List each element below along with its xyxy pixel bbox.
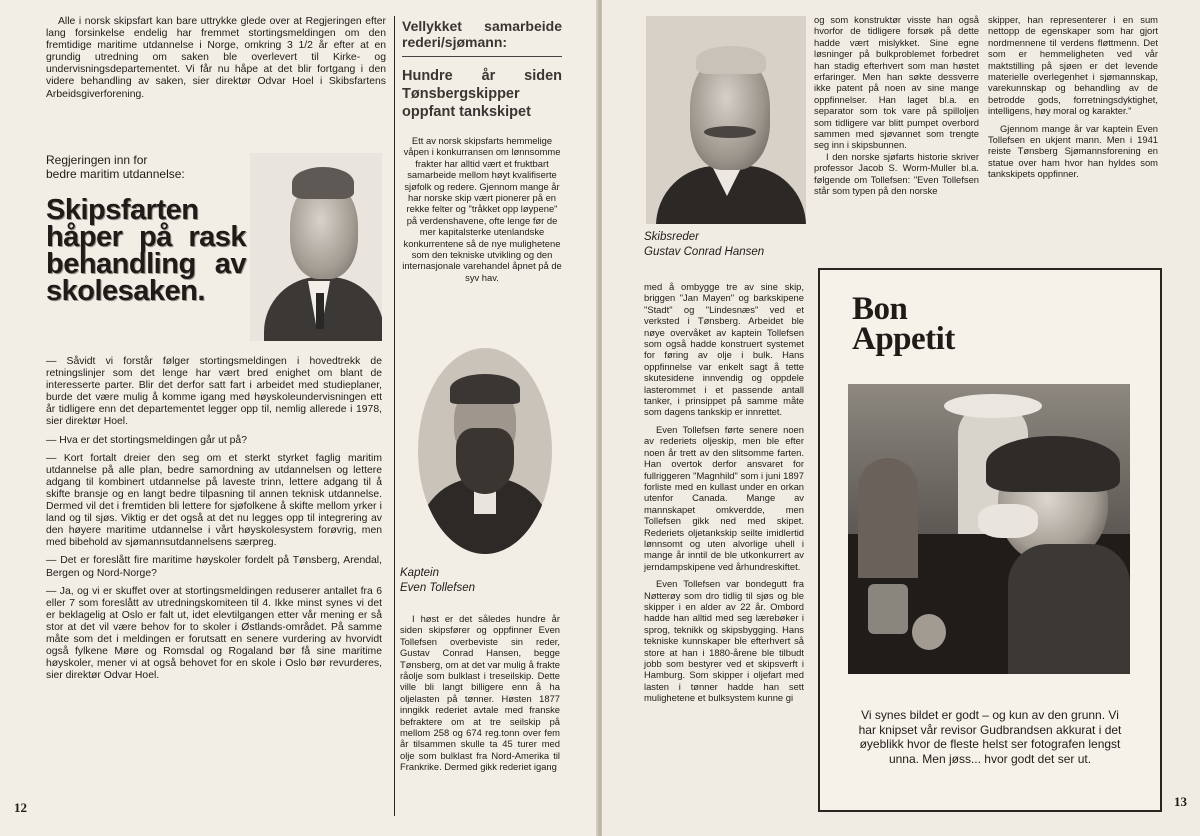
caption-tollefsen-line-1: Kaptein xyxy=(400,567,440,579)
right-top-text: og som konstruktør visste han også hvorfor de tidligere forsøk på dette hadde vært mislykket. Sine egne løsninger på bulkproblemet forbedret han stadig efterhvert som man høstet erfaringer. Men han søkte dessverre ikke patent på noen av sine mange oppfinnelser. Han laget bl.a. en separator som tok vare på spilloljen som tidligere var blitt pumpet overbord sammen med sjøvannet som trengte seg inn i skipsbunnen. xyxy=(814,14,979,151)
right-body-text-2: Even Tollefsen førte senere noen av rederiets oljeskip, men ble efter noen år trett av den slitsomme farten. Han overtok derfor ansvaret for fullriggeren "Magnhild" som i juni 1897 forliste med en kullast under en orkan utenfor Canada. Mange av mannskapet omkverdde, men Tollefsen gikk ned med skipet. Rederiets oljetankskip seilte imidlertid lønnsomt og uten alvorlige uhell i mange år inntil de ble utkonkurrert av jerndampskipene ved århundreskiftet. xyxy=(644,423,804,572)
body-paragraph-1: — Såvidt vi forstår følger stortingsmeldingen i hovedtrekk de retningslinjer som det lenge har vært bred enighet om blant de interesserte parter. Blir det derfor satt fart i arbeidet med studieplaner, burde det være mulig å komme igang med høyskoleundervisningen ett år tidligere enn det departementet legger opp til, nemlig allerede i 1978, sier direktør Hoel. xyxy=(46,356,382,428)
intro-paragraph xyxy=(46,16,386,107)
sidebar-heading-1: Vellykket samarbeide rederi/sjømann: xyxy=(402,18,562,50)
right-page xyxy=(602,0,1200,836)
sidebar-body xyxy=(400,613,560,779)
caption-hansen-line-2: Gustav Conrad Hansen xyxy=(644,246,765,258)
bon-appetit-title-line-2: Appetit xyxy=(852,321,955,357)
page-number-right: 13 xyxy=(1174,794,1187,809)
article-heading xyxy=(46,153,246,305)
page-number-left: 12 xyxy=(14,800,27,815)
sidebar-lead: Ett av norsk skipsfarts hemmelige våpen i konkurransen om lønnsomme frakter har alltid vært et fruktbart samarbeide mellom høyt kvalifiserte sjøfolk og redere. Gjennom mange år har norske skip vært pionerer på en rekke felter og "tråkket opp løypene" på verdenshavene, ofte lenge før de mer kapitalsterke utenlandske konkurrentene så de nye mulighetene som den tekniske utvikling og den internasjonale varehandel åpnet på de syv hav. xyxy=(402,135,562,283)
bon-appetit-caption: Vi synes bildet er godt – og kun av den grunn. Vi har knipset vår revisor Gudbrandsen akkurat i det øyeblikk hvor de fleste helst ser fotografen lengst unna. Men jøss... hvor godt det ser ut. xyxy=(858,708,1122,766)
caption-hansen-line-1: Skibsreder xyxy=(644,231,699,243)
right-col-3 xyxy=(988,14,1158,186)
sidebar-heading-2: Hundre år siden Tønsbergskipper oppfant tankskipet xyxy=(402,68,562,120)
headline: Skipsfarten håper på rask behandling av skolesaken. xyxy=(46,194,246,307)
body-paragraph-3: — Kort fortalt dreier den seg om et sterkt styrket faglig maritim utdannelse på alle plan, bedre samordning av utdannelsen og lettere adgang til kombinert utdannelse på laveste trinn, lettere adgang til å skifte bransje og en langt bedre tilpasning til annen teknisk utdannelse. Dermed vil det i fremtiden bli lettere for sjøfolkene å skifte mellom yrker i land og til sjøs. Viktig er det også at det nu legges opp til integrering av den høyere maritime utdannelse i vårt høyskolesystem forøvrig, men med bibehold av sjømannsutdannelsens særpreg. xyxy=(46,452,382,549)
kicker-line-2: bedre maritim utdannelse: xyxy=(46,167,185,181)
left-page xyxy=(0,0,598,836)
body-paragraph-4: — Det er foreslått fire maritime høyskoler fordelt på Tønsberg, Arendal, Bergen og Nord-Norge? xyxy=(46,555,382,579)
right-top-text-2: I den norske sjøfarts historie skriver professor Jacob S. Worm-Muller bl.a. følgende om Tollefsen: "Even Tollefsen står som typen på den norske xyxy=(814,150,979,197)
intro-text: Alle i norsk skipsfart kan bare uttrykke glede over at Regjeringen efter lang forsinkelse endelig har fremmet stortingsmeldingen om den fremtidige maritime utdannelse i Norge, omkring 3 1/2 år efter at en grundig utredning om saken ble overlevert til Kirke- og undervisningsdepartementet. Vi får nu håpe at det blir fortgang i den videre behandling av saken, sier direktør Odvar Hoel i Skibsfartens Arbeidsgiverforening. xyxy=(46,16,386,100)
sidebar-body-text: I høst er det således hundre år siden skipsfører og oppfinner Even Tollefsen overbeviste sin reder, Gustav Conrad Hansen, begge Tønsberg, om at det var mulig å frakte råolje som bulklast i treseilskip. Dette ville bli langt billigere enn å ha oljelasten på tønner. Høsten 1877 inngikk rederiet avtale med franske befraktere om at tre seilskip på mellom 258 og 674 reg.tonn over fem år tilsammen skulle ta 45 turer med olje som bulklast fra Nord-Amerika til Frankrike. Dermed gikk rederiet igang xyxy=(400,613,560,773)
right-col-top xyxy=(814,14,979,203)
bon-appetit-title-line-1: Bon xyxy=(852,291,908,327)
body-paragraph-5: — Ja, og vi er skuffet over at stortingsmeldingen reduserer antallet fra 6 eller 7 som foreslått av utredningskomiteen til 4. Ikke minst synes vi det er beklagelig at Oslo er falt ut, idet elevtilgangen etter vår mening er så stor at det vil være behov for to skoler i Østlands-området. På samme måte som det i meldingen er forutsatt en senere vurdering av hvorvidt også fylkene Møre og Romsdal og Rogaland bør få sine maritime høyskoler, mener vi at også behovet for en skole i Oslo bør revurderes, sier direktør Odvar Hoel. xyxy=(46,585,382,682)
right-col3-text-2: Gjennom mange år var kaptein Even Tollefsen en ukjent mann. Men i 1941 reiste Tønsberg Sjømannsforening en statue over ham hvor han hyldes som tankskipets oppfinner. xyxy=(988,122,1158,180)
bon-appetit-title xyxy=(852,291,955,357)
portrait-photo-hansen xyxy=(646,16,806,224)
caption-tollefsen xyxy=(400,566,475,596)
kicker-line-1: Regjeringen inn for xyxy=(46,153,148,167)
caption-tollefsen-line-2: Even Tollefsen xyxy=(400,582,476,594)
right-body-text: med å ombygge tre av sine skip, briggen "Jan Mayen" og barkskipene "Stadt" og "Lindesnæs" ved et verksted i Tønsberg. Arbeidet ble nøye overvåket av kaptein Tollefsen som også hadde konstruert systemet for føring av olje i bulk. Hans oppfinnelse var enkelt sagt å tette skutesidene innvendig og oppdele lasterommet i et passende antall tanker, i prinsippet på samme måte som dagens tankskip er innrettet. xyxy=(644,281,804,418)
portrait-photo-hoel xyxy=(250,153,382,341)
caption-hansen xyxy=(644,230,764,260)
bon-appetit-photo xyxy=(848,384,1130,674)
right-body-text-3: Even Tollefsen var bondegutt fra Nøtterøy som dro tidlig til sjøs og ble skipper i en alder av 22 år. Ombord hadde han alltid med seg lærebøker i sprog, teknikk og skipsbygging. Hans tekniske kunnskaper ble efterhvert så store at han i 1880-årene ble tilbudt jobb som bestyrer ved et skipsverft i Hamburg. Som skipper i oljefart med lasten i tønner hadde han sett mulighetene et bulksystem kunne gi xyxy=(644,578,804,704)
right-col-body xyxy=(644,281,804,710)
right-col3-text: skipper, han representerer i en sum nettopp de egenskaper som har gjort nordmennene til verdens fløttmenn. Det som er hemmeligheten ved vår maktstilling på sjøen er det levende materielle overlegenhet i sjømannskap, varekunnskap og behandling av de betrodde gods, forretningsdyktighet, intelligens, høy moral og karakter." xyxy=(988,14,1158,117)
portrait-photo-tollefsen xyxy=(402,342,566,562)
column-divider xyxy=(394,16,395,816)
article-body xyxy=(46,356,382,688)
sidebar xyxy=(402,18,562,289)
sidebar-divider xyxy=(402,56,562,57)
body-paragraph-2: — Hva er det stortingsmeldingen går ut på? xyxy=(46,434,247,446)
bon-appetit-box xyxy=(818,268,1162,812)
